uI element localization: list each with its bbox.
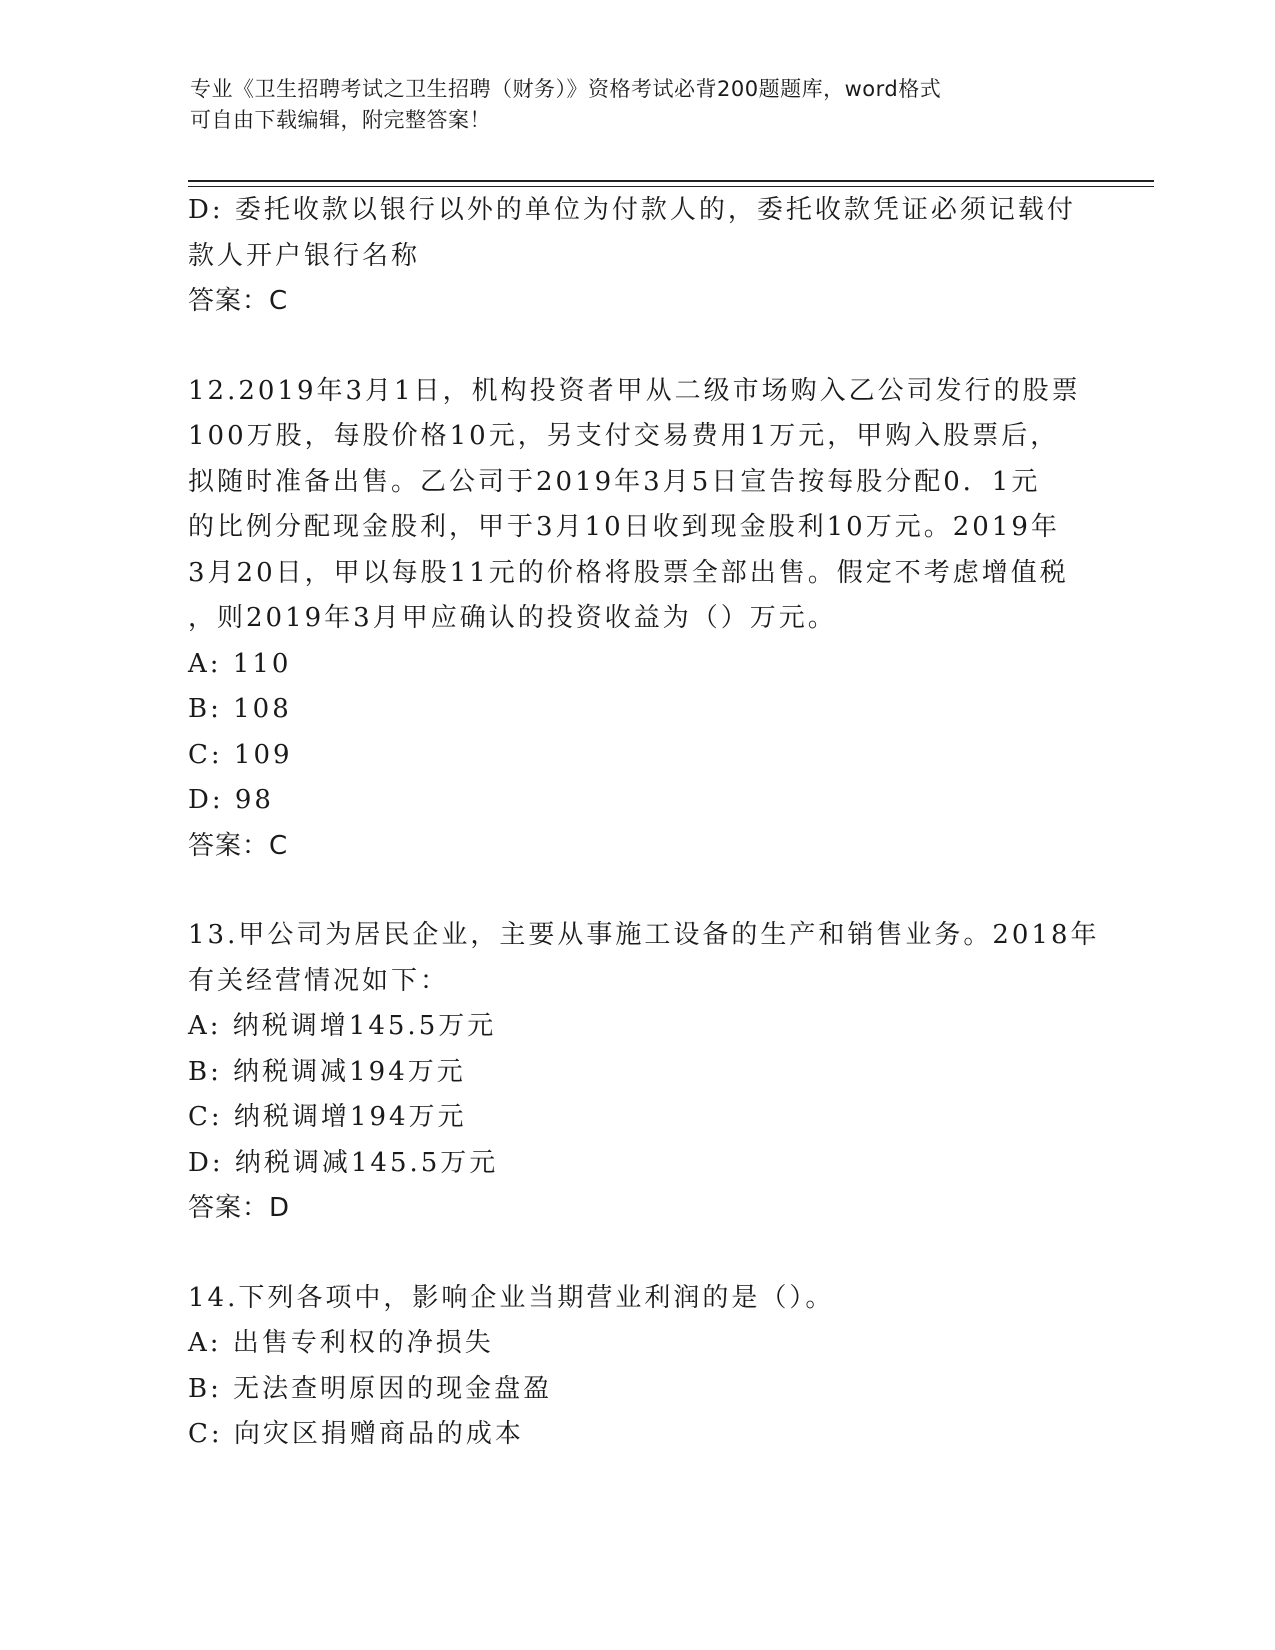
header-divider-thin [188, 186, 1154, 187]
question-stem: ，则2019年3月甲应确认的投资收益为（）万元。 [188, 603, 837, 633]
question-12 [188, 369, 1108, 870]
option-d: D: 纳税调减145.5万元 [188, 1147, 499, 1178]
option-c: C: 109 [188, 739, 293, 770]
question-list [188, 188, 1108, 1458]
option-d: D: 98 [188, 785, 274, 815]
option-c: C: 向灾区捐赠商品的成本 [188, 1419, 524, 1449]
question-11-continued [188, 188, 1108, 325]
header-line: 专业《卫生招聘考试之卫生招聘（财务）》资格考试必背200题题库，word格式 [190, 77, 942, 101]
question-stem: 有关经营情况如下： [188, 965, 450, 996]
answer: 答案：D [188, 1193, 291, 1223]
answer: 答案：C [188, 830, 289, 861]
header-divider-thick [188, 180, 1154, 182]
question-stem: 13.甲公司为居民企业，主要从事施工设备的生产和销售业务。2018年 [188, 920, 1100, 950]
question-stem: 的比例分配现金股利，甲于3月10日收到现金股利10万元。2019年 [188, 512, 1060, 542]
answer: 答案：C [188, 286, 289, 316]
question-13 [188, 913, 1108, 1232]
page-header [190, 74, 1070, 136]
option-a: A: 110 [188, 648, 292, 679]
question-14 [188, 1276, 1108, 1458]
option-b: B: 108 [188, 694, 292, 724]
option-d-cont: 款人开户银行名称 [188, 240, 421, 271]
question-stem: 12.2019年3月1日，机构投资者甲从二级市场购入乙公司发行的股票 [188, 375, 1081, 406]
header-line: 可自由下载编辑，附完整答案！ [190, 108, 491, 132]
option-c: C: 纳税调增194万元 [188, 1102, 467, 1132]
option-a: A: 纳税调增145.5万元 [188, 1011, 497, 1041]
option-b: B: 无法查明原因的现金盘盈 [188, 1373, 553, 1404]
question-stem: 3月20日，甲以每股11元的价格将股票全部出售。假定不考虑增值税 [188, 557, 1069, 588]
question-stem: 100万股，每股价格10元，另支付交易费用1万元，甲购入股票后， [188, 421, 1060, 451]
question-stem: 14.下列各项中，影响企业当期营业利润的是（）。 [188, 1282, 835, 1313]
option-d: D: 委托收款以银行以外的单位为付款人的，委托收款凭证必须记载付 [188, 195, 1076, 225]
question-stem: 拟随时准备出售。乙公司于2019年3月5日宣告按每股分配0．1元 [188, 466, 1041, 497]
option-a: A: 出售专利权的净损失 [188, 1328, 494, 1358]
option-b: B: 纳税调减194万元 [188, 1056, 466, 1087]
